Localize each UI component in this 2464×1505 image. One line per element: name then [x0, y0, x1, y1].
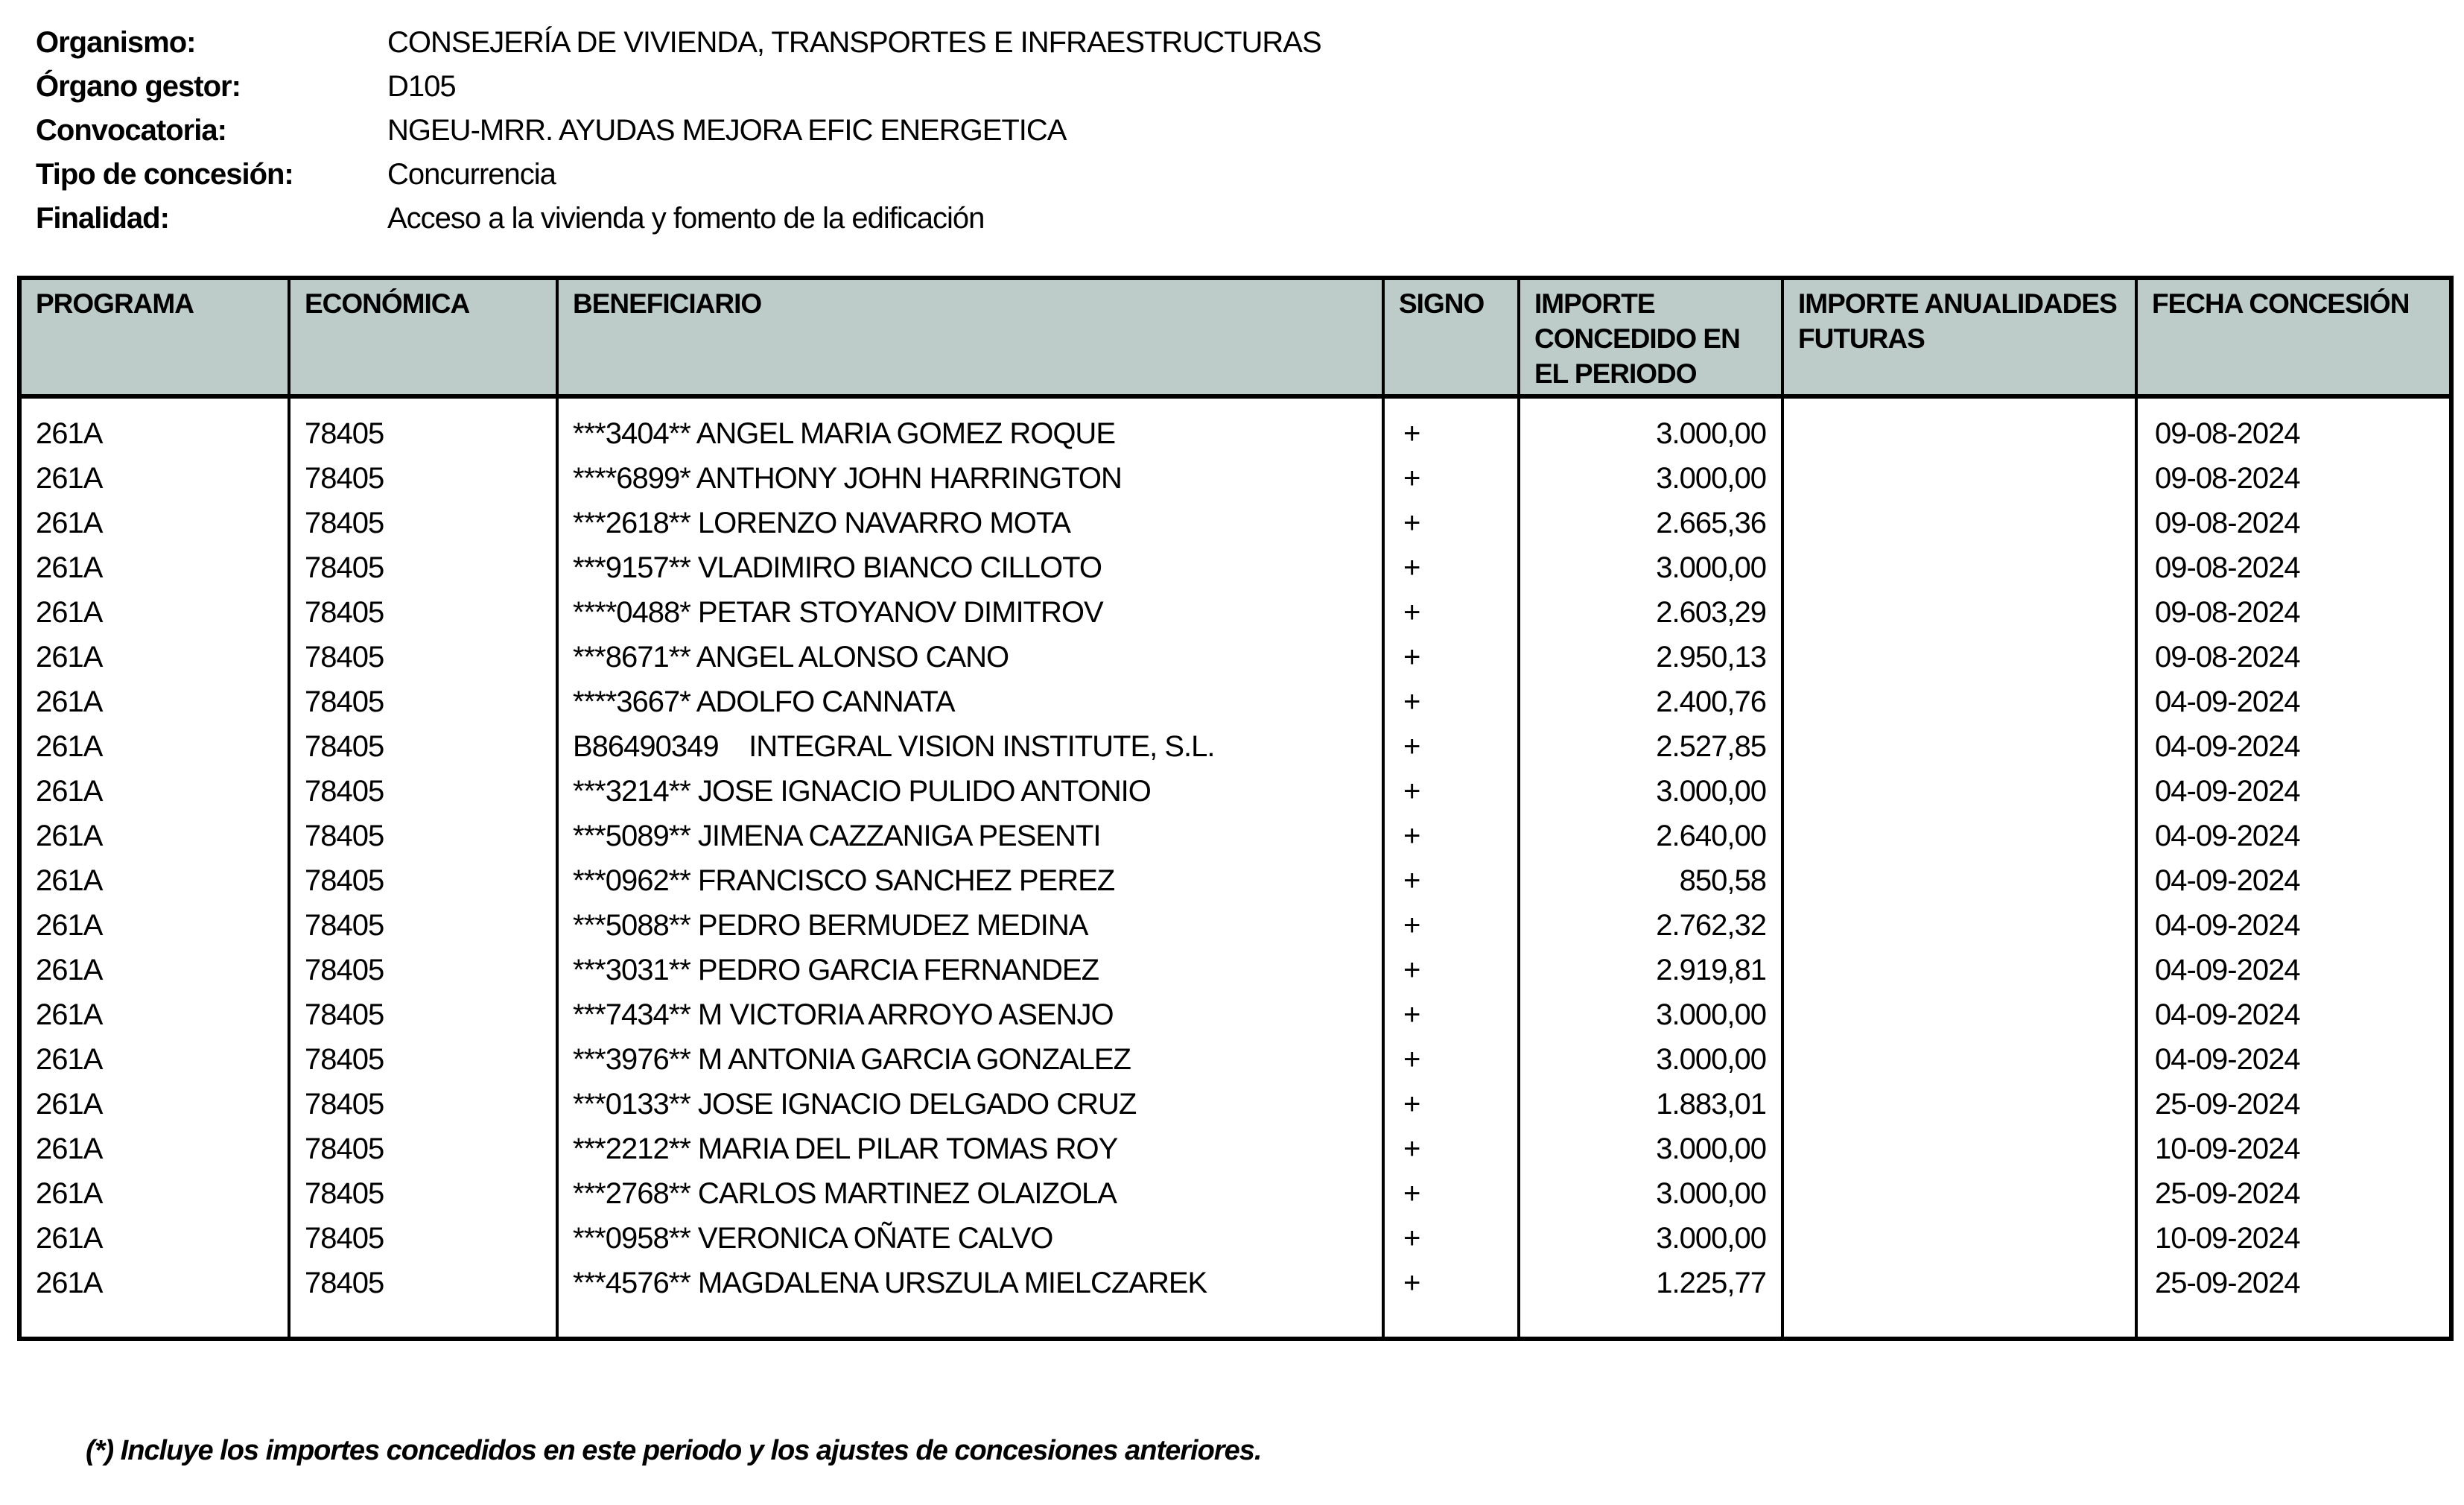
- cell-programa: 261A: [19, 1082, 289, 1127]
- table-row: [19, 724, 2451, 769]
- cell-economica: 78405: [289, 948, 557, 992]
- col-header-fecha-concesion: FECHA CONCESIÓN: [2136, 278, 2451, 396]
- cell-fecha-concesion: 04-09-2024: [2136, 769, 2451, 814]
- table-row: [19, 1171, 2451, 1216]
- cell-beneficiario: ***2212** MARIA DEL PILAR TOMAS ROY: [557, 1127, 1383, 1171]
- cell-importe-concedido: 2.665,36: [1519, 501, 1782, 545]
- cell-beneficiario: ***0958** VERONICA OÑATE CALVO: [557, 1216, 1383, 1261]
- table-row: [19, 948, 2451, 992]
- cell-economica: 78405: [289, 456, 557, 501]
- cell-economica: 78405: [289, 545, 557, 590]
- cell-importe-concedido: 3.000,00: [1519, 1127, 1782, 1171]
- cell-programa: 261A: [19, 1171, 289, 1216]
- cell-signo: +: [1383, 590, 1519, 635]
- cell-fecha-concesion: 09-08-2024: [2136, 456, 2451, 501]
- tipo-concesion-value: Concurrencia: [387, 158, 556, 191]
- cell-programa: 261A: [19, 1127, 289, 1171]
- cell-importe-anualidades: [1782, 590, 2136, 635]
- convocatoria-label: Convocatoria:: [36, 114, 226, 147]
- cell-fecha-concesion: 04-09-2024: [2136, 992, 2451, 1037]
- cell-economica: 78405: [289, 411, 557, 456]
- cell-signo: +: [1383, 501, 1519, 545]
- cell-importe-concedido: 1.225,77: [1519, 1261, 1782, 1305]
- cell-signo: +: [1383, 1261, 1519, 1305]
- cell-importe-anualidades: [1782, 858, 2136, 903]
- cell-programa: 261A: [19, 635, 289, 679]
- cell-signo: +: [1383, 545, 1519, 590]
- cell-importe-anualidades: [1782, 769, 2136, 814]
- cell-programa: 261A: [19, 456, 289, 501]
- cell-signo: +: [1383, 858, 1519, 903]
- cell-fecha-concesion: 09-08-2024: [2136, 411, 2451, 456]
- cell-beneficiario: ***5089** JIMENA CAZZANIGA PESENTI: [557, 814, 1383, 858]
- cell-fecha-concesion: 04-09-2024: [2136, 1037, 2451, 1082]
- table-row: [19, 992, 2451, 1037]
- table-row: [19, 1216, 2451, 1261]
- cell-signo: +: [1383, 724, 1519, 769]
- cell-importe-anualidades: [1782, 1082, 2136, 1127]
- col-header-importe-anualidades: IMPORTE ANUALIDADES FUTURAS: [1782, 278, 2136, 396]
- cell-programa: 261A: [19, 590, 289, 635]
- cell-programa: 261A: [19, 814, 289, 858]
- cell-beneficiario: ***0962** FRANCISCO SANCHEZ PEREZ: [557, 858, 1383, 903]
- table-spacer-row: [19, 1305, 2451, 1339]
- organismo-label: Organismo:: [36, 26, 196, 59]
- cell-programa: 261A: [19, 858, 289, 903]
- col-header-signo: SIGNO: [1383, 278, 1519, 396]
- cell-signo: +: [1383, 1037, 1519, 1082]
- cell-economica: 78405: [289, 1216, 557, 1261]
- cell-fecha-concesion: 09-08-2024: [2136, 635, 2451, 679]
- cell-importe-concedido: 3.000,00: [1519, 545, 1782, 590]
- cell-programa: 261A: [19, 679, 289, 724]
- cell-programa: 261A: [19, 501, 289, 545]
- table-row: [19, 545, 2451, 590]
- cell-importe-concedido: 2.603,29: [1519, 590, 1782, 635]
- col-header-economica: ECONÓMICA: [289, 278, 557, 396]
- cell-programa: 261A: [19, 1261, 289, 1305]
- meta-row-convocatoria: [36, 109, 1321, 153]
- cell-beneficiario: ****0488* PETAR STOYANOV DIMITROV: [557, 590, 1383, 635]
- cell-importe-anualidades: [1782, 1037, 2136, 1082]
- cell-importe-concedido: 2.640,00: [1519, 814, 1782, 858]
- cell-fecha-concesion: 25-09-2024: [2136, 1261, 2451, 1305]
- cell-beneficiario: B86490349 INTEGRAL VISION INSTITUTE, S.L.: [557, 724, 1383, 769]
- cell-importe-concedido: 2.527,85: [1519, 724, 1782, 769]
- cell-fecha-concesion: 04-09-2024: [2136, 903, 2451, 948]
- cell-programa: 261A: [19, 724, 289, 769]
- cell-signo: +: [1383, 1082, 1519, 1127]
- cell-importe-anualidades: [1782, 456, 2136, 501]
- cell-importe-concedido: 2.950,13: [1519, 635, 1782, 679]
- cell-signo: +: [1383, 903, 1519, 948]
- cell-programa: 261A: [19, 992, 289, 1037]
- table-row: [19, 769, 2451, 814]
- col-header-beneficiario: BENEFICIARIO: [557, 278, 1383, 396]
- meta-row-organismo: [36, 21, 1321, 65]
- organo-gestor-value: D105: [387, 70, 456, 103]
- cell-importe-concedido: 3.000,00: [1519, 456, 1782, 501]
- cell-importe-anualidades: [1782, 679, 2136, 724]
- cell-fecha-concesion: 25-09-2024: [2136, 1171, 2451, 1216]
- cell-importe-concedido: 1.883,01: [1519, 1082, 1782, 1127]
- cell-fecha-concesion: 09-08-2024: [2136, 501, 2451, 545]
- table-row: [19, 679, 2451, 724]
- cell-economica: 78405: [289, 1037, 557, 1082]
- cell-importe-concedido: 2.762,32: [1519, 903, 1782, 948]
- table-row: [19, 635, 2451, 679]
- cell-beneficiario: ***3031** PEDRO GARCIA FERNANDEZ: [557, 948, 1383, 992]
- cell-signo: +: [1383, 948, 1519, 992]
- cell-importe-anualidades: [1782, 545, 2136, 590]
- cell-economica: 78405: [289, 769, 557, 814]
- cell-fecha-concesion: 04-09-2024: [2136, 724, 2451, 769]
- cell-importe-concedido: 3.000,00: [1519, 1037, 1782, 1082]
- cell-signo: +: [1383, 1216, 1519, 1261]
- cell-beneficiario: ***2618** LORENZO NAVARRO MOTA: [557, 501, 1383, 545]
- cell-signo: +: [1383, 635, 1519, 679]
- cell-importe-concedido: 2.919,81: [1519, 948, 1782, 992]
- cell-economica: 78405: [289, 1171, 557, 1216]
- cell-programa: 261A: [19, 903, 289, 948]
- table-row: [19, 1082, 2451, 1127]
- cell-importe-concedido: 3.000,00: [1519, 1216, 1782, 1261]
- cell-economica: 78405: [289, 903, 557, 948]
- cell-fecha-concesion: 04-09-2024: [2136, 679, 2451, 724]
- table-row: [19, 501, 2451, 545]
- cell-beneficiario: ***3214** JOSE IGNACIO PULIDO ANTONIO: [557, 769, 1383, 814]
- cell-programa: 261A: [19, 545, 289, 590]
- footnote: (*) Incluye los importes concedidos en este periodo y los ajustes de concesiones anteriores.: [86, 1435, 1262, 1466]
- cell-beneficiario: ***5088** PEDRO BERMUDEZ MEDINA: [557, 903, 1383, 948]
- cell-fecha-concesion: 10-09-2024: [2136, 1127, 2451, 1171]
- cell-fecha-concesion: 10-09-2024: [2136, 1216, 2451, 1261]
- cell-importe-anualidades: [1782, 992, 2136, 1037]
- cell-fecha-concesion: 04-09-2024: [2136, 858, 2451, 903]
- cell-programa: 261A: [19, 769, 289, 814]
- tipo-concesion-label: Tipo de concesión:: [36, 158, 293, 191]
- grants-table: [17, 276, 2454, 1341]
- cell-importe-anualidades: [1782, 1127, 2136, 1171]
- cell-beneficiario: ***3404** ANGEL MARIA GOMEZ ROQUE: [557, 411, 1383, 456]
- cell-beneficiario: ***8671** ANGEL ALONSO CANO: [557, 635, 1383, 679]
- cell-beneficiario: ***0133** JOSE IGNACIO DELGADO CRUZ: [557, 1082, 1383, 1127]
- cell-importe-anualidades: [1782, 814, 2136, 858]
- table-row: [19, 858, 2451, 903]
- col-header-importe-concedido: IMPORTE CONCEDIDO EN EL PERIODO: [1519, 278, 1782, 396]
- cell-beneficiario: ***4576** MAGDALENA URSZULA MIELCZAREK: [557, 1261, 1383, 1305]
- cell-fecha-concesion: 09-08-2024: [2136, 545, 2451, 590]
- table-row: [19, 814, 2451, 858]
- table-row: [19, 1261, 2451, 1305]
- cell-economica: 78405: [289, 992, 557, 1037]
- cell-importe-anualidades: [1782, 948, 2136, 992]
- organo-gestor-label: Órgano gestor:: [36, 70, 241, 103]
- cell-importe-concedido: 3.000,00: [1519, 992, 1782, 1037]
- cell-importe-anualidades: [1782, 501, 2136, 545]
- cell-programa: 261A: [19, 411, 289, 456]
- cell-fecha-concesion: 04-09-2024: [2136, 814, 2451, 858]
- cell-importe-concedido: 3.000,00: [1519, 411, 1782, 456]
- meta-row-organo-gestor: [36, 65, 1321, 109]
- cell-signo: +: [1383, 1127, 1519, 1171]
- cell-economica: 78405: [289, 1127, 557, 1171]
- cell-importe-concedido: 3.000,00: [1519, 769, 1782, 814]
- cell-importe-concedido: 850,58: [1519, 858, 1782, 903]
- cell-signo: +: [1383, 769, 1519, 814]
- cell-importe-anualidades: [1782, 635, 2136, 679]
- cell-beneficiario: ***2768** CARLOS MARTINEZ OLAIZOLA: [557, 1171, 1383, 1216]
- table-body: [19, 396, 2451, 1339]
- cell-beneficiario: ***9157** VLADIMIRO BIANCO CILLOTO: [557, 545, 1383, 590]
- table-header-row: [19, 278, 2451, 396]
- cell-signo: +: [1383, 814, 1519, 858]
- cell-signo: +: [1383, 411, 1519, 456]
- document-header-fields: [36, 21, 1321, 241]
- cell-signo: +: [1383, 456, 1519, 501]
- table-row: [19, 1127, 2451, 1171]
- cell-beneficiario: ****3667* ADOLFO CANNATA: [557, 679, 1383, 724]
- cell-economica: 78405: [289, 724, 557, 769]
- cell-economica: 78405: [289, 590, 557, 635]
- cell-fecha-concesion: 04-09-2024: [2136, 948, 2451, 992]
- cell-importe-anualidades: [1782, 411, 2136, 456]
- cell-importe-anualidades: [1782, 1216, 2136, 1261]
- cell-importe-anualidades: [1782, 1261, 2136, 1305]
- cell-signo: +: [1383, 1171, 1519, 1216]
- table-row: [19, 903, 2451, 948]
- finalidad-label: Finalidad:: [36, 202, 169, 235]
- table-spacer-row: [19, 396, 2451, 411]
- cell-economica: 78405: [289, 679, 557, 724]
- meta-row-finalidad: [36, 197, 1321, 241]
- cell-signo: +: [1383, 679, 1519, 724]
- cell-importe-concedido: 3.000,00: [1519, 1171, 1782, 1216]
- cell-economica: 78405: [289, 858, 557, 903]
- cell-economica: 78405: [289, 501, 557, 545]
- table-row: [19, 590, 2451, 635]
- cell-signo: +: [1383, 992, 1519, 1037]
- cell-programa: 261A: [19, 1216, 289, 1261]
- cell-importe-concedido: 2.400,76: [1519, 679, 1782, 724]
- cell-fecha-concesion: 09-08-2024: [2136, 590, 2451, 635]
- cell-programa: 261A: [19, 1037, 289, 1082]
- cell-importe-anualidades: [1782, 1171, 2136, 1216]
- col-header-programa: PROGRAMA: [19, 278, 289, 396]
- cell-economica: 78405: [289, 635, 557, 679]
- table-row: [19, 1037, 2451, 1082]
- cell-importe-anualidades: [1782, 903, 2136, 948]
- cell-beneficiario: ****6899* ANTHONY JOHN HARRINGTON: [557, 456, 1383, 501]
- table-row: [19, 456, 2451, 501]
- cell-economica: 78405: [289, 814, 557, 858]
- cell-fecha-concesion: 25-09-2024: [2136, 1082, 2451, 1127]
- organismo-value: CONSEJERÍA DE VIVIENDA, TRANSPORTES E INFRAESTRUCTURAS: [387, 26, 1321, 59]
- convocatoria-value: NGEU-MRR. AYUDAS MEJORA EFIC ENERGETICA: [387, 114, 1067, 147]
- cell-economica: 78405: [289, 1082, 557, 1127]
- cell-beneficiario: ***7434** M VICTORIA ARROYO ASENJO: [557, 992, 1383, 1037]
- meta-row-tipo-concesion: [36, 153, 1321, 197]
- cell-economica: 78405: [289, 1261, 557, 1305]
- table-row: [19, 411, 2451, 456]
- cell-importe-anualidades: [1782, 724, 2136, 769]
- cell-programa: 261A: [19, 948, 289, 992]
- cell-beneficiario: ***3976** M ANTONIA GARCIA GONZALEZ: [557, 1037, 1383, 1082]
- finalidad-value: Acceso a la vivienda y fomento de la edificación: [387, 202, 985, 235]
